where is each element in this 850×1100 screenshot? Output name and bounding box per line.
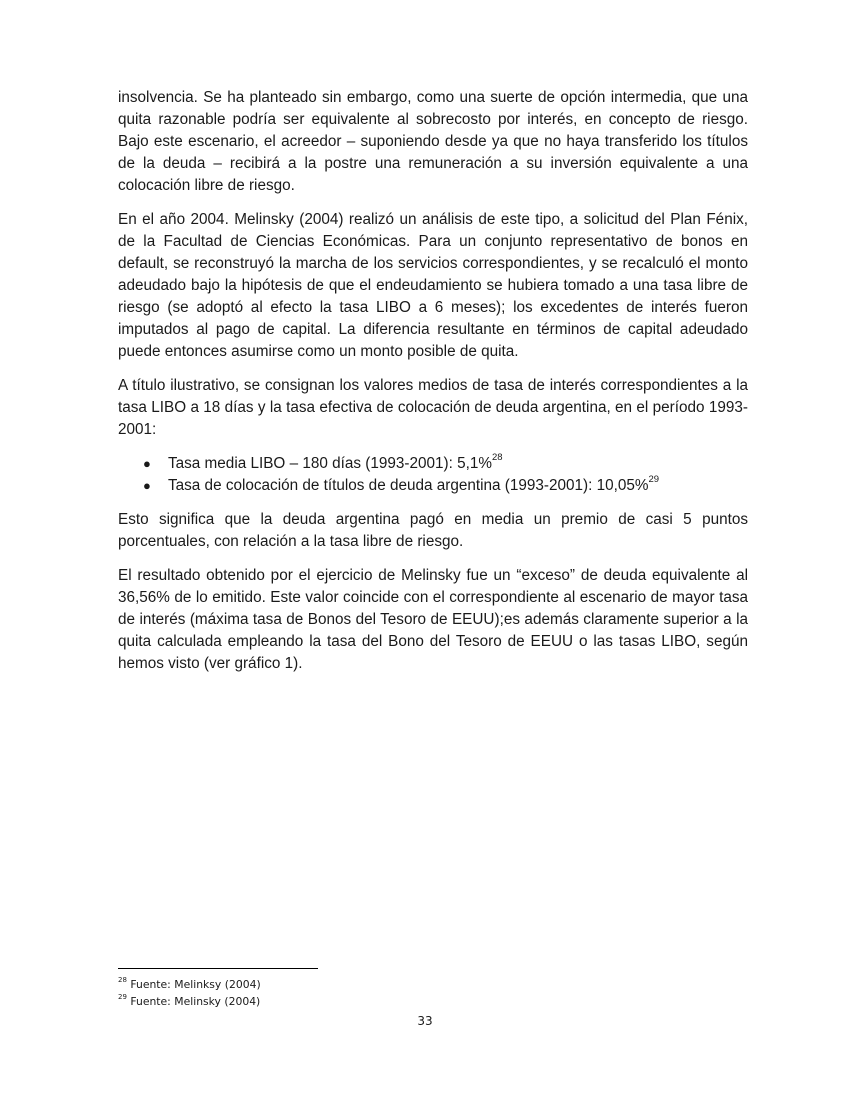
footnote-ref[interactable]: 28	[491, 451, 503, 463]
paragraph-melinsky-analysis: En el año 2004. Melinsky (2004) realizó un análisis de este tipo, a solicitud del Plan Fénix, de la Facultad de Ciencias Económicas. Para un conjunto representativo de bonos en default, se reconstruyó la marcha de los servicios correspondientes, y se recalculó el monto adeudado bajo la hipótesis de que el endeudamiento se hubiera tomado a una tasa libre de riesgo (se adoptó al efecto la tasa LIBO a 6 meses); los excedentes de interés fueron imputados al pago de capital. La diferencia resultante en términos de capital adeudado puede entonces asumirse como un monto posible de quita.	[118, 211, 748, 360]
footnote-ref[interactable]: 29	[648, 473, 660, 485]
footnote-29	[118, 993, 261, 1010]
footnotes	[118, 976, 261, 1010]
bullet-text: Tasa media LIBO – 180 días (1993-2001): 5,1%	[168, 455, 492, 472]
page-number: 33	[417, 1014, 433, 1028]
footnote-number: 29	[118, 993, 127, 1002]
paragraph-insolvencia: insolvencia. Se ha planteado sin embargo, como una suerte de opción intermedia, que una quita razonable podría ser equivalente al sobrecosto por interés, en concepto de riesgo. Bajo este escenario, el acreedor – suponiendo desde ya que no haya transferido los títulos de la deuda – recibirá a la postre una remuneración a su inversión equivalente a una colocación libre de riesgo.	[118, 89, 748, 194]
bullet-item-colocacion	[118, 475, 748, 497]
paragraph-resultado: El resultado obtenido por el ejercicio de Melinsky fue un “exceso” de deuda equivalente al 36,56% de lo emitido. Este valor coincide con el correspondiente al escenario de mayor tasa de interés (máxima tasa de Bonos del Tesoro de EEUU);es además claramente superior a la quita calculada empleando la tasa del Bono del Tesoro de EEUU o las tasas LIBO, según hemos visto (ver gráfico 1).	[118, 567, 748, 672]
footnote-text: Fuente: Melinsky (2004)	[130, 995, 261, 1008]
bullet-text: Tasa de colocación de títulos de deuda argentina (1993-2001): 10,05%	[168, 477, 649, 494]
footnote-text: Fuente: Melinksy (2004)	[130, 978, 261, 991]
bullet-icon: ●	[143, 456, 151, 471]
footnote-separator	[118, 968, 318, 969]
bullet-icon: ●	[143, 478, 151, 493]
body-text	[118, 87, 748, 687]
bullet-list	[118, 453, 748, 497]
footnote-28	[118, 976, 261, 993]
footnote-number: 28	[118, 976, 127, 985]
paragraph-premio: Esto significa que la deuda argentina pagó en media un premio de casi 5 puntos porcentuales, con relación a la tasa libre de riesgo.	[118, 511, 748, 550]
paragraph-titulo-ilustrativo: A título ilustrativo, se consignan los valores medios de tasa de interés correspondientes a la tasa LIBO a 18 días y la tasa efectiva de colocación de deuda argentina, en el período 1993-2001:	[118, 377, 748, 438]
bullet-item-libo	[118, 453, 748, 475]
